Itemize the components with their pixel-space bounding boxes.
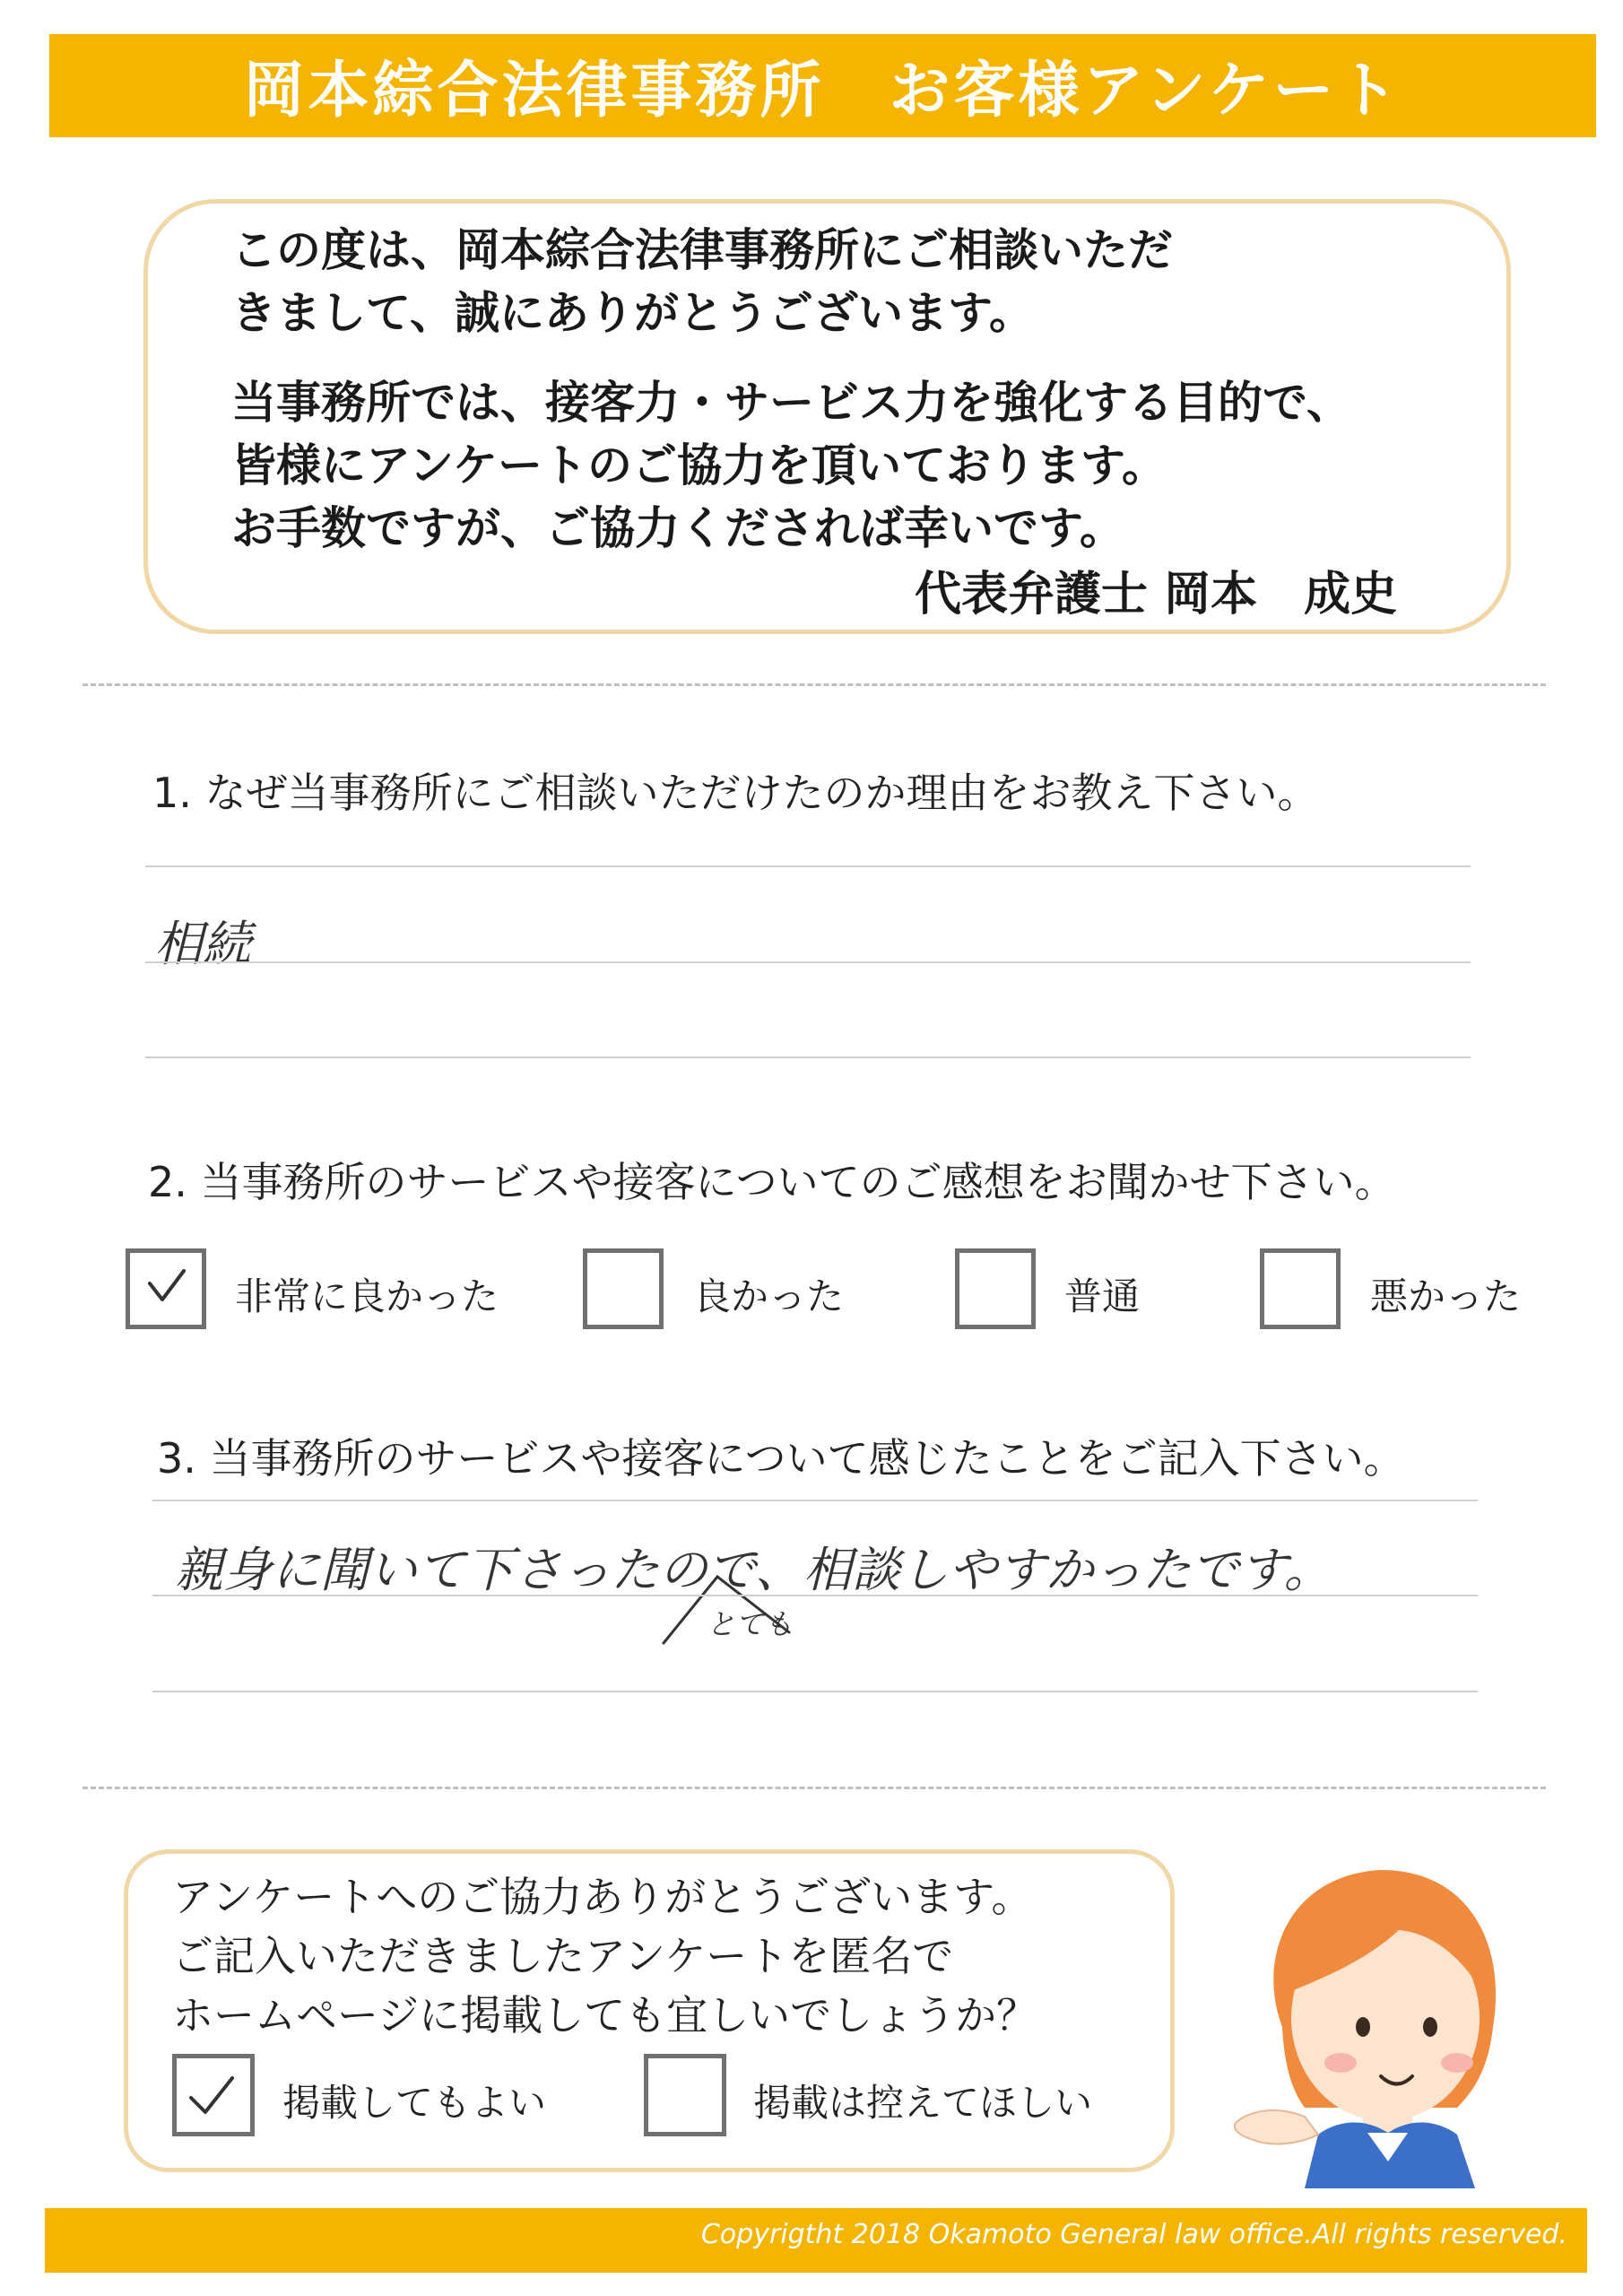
consent-line-3: ホームページに掲載しても宜しいでしょうか？ (172, 1991, 1038, 2039)
divider-bottom (82, 1787, 1546, 1789)
checkbox-very-good[interactable] (126, 1248, 206, 1329)
checkbox-bad[interactable] (1260, 1248, 1341, 1329)
question-1-label: 1. なぜ当事務所にご相談いただけたのか理由をお教え下さい。 (152, 769, 1319, 817)
question-3-answer[interactable]: 親身に聞いて下さったので、相談しやすかったです。 (175, 1542, 1332, 1598)
header-bar (49, 34, 1596, 137)
divider-top (82, 683, 1546, 686)
answer-line (145, 1057, 1471, 1058)
checkbox-good[interactable] (583, 1248, 664, 1329)
answer-line (152, 1500, 1478, 1501)
option-label-normal: 普通 (1064, 1274, 1141, 1318)
intro-line-1: この度は、岡本綜合法律事務所にご相談いただ (231, 224, 1173, 276)
option-label-publish-decline: 掲載は控えてほしい (753, 2081, 1093, 2125)
option-label-bad: 悪かった (1370, 1274, 1522, 1318)
option-label-good: 良かった (693, 1274, 845, 1318)
question-2-label: 2. 当事務所のサービスや接客についてのご感想をお聞かせ下さい。 (148, 1158, 1396, 1206)
checkbox-normal[interactable] (955, 1248, 1036, 1329)
option-label-very-good: 非常に良かった (235, 1274, 499, 1318)
question-1-answer[interactable]: 相続 (154, 916, 251, 972)
option-label-publish-ok: 掲載してもよい (282, 2081, 547, 2125)
consent-line-2: ご記入いただきましたアンケートを匿名で (172, 1932, 954, 1980)
question-3-label: 3. 当事務所のサービスや接客について感じたことをご記入下さい。 (157, 1434, 1405, 1483)
check-mark-icon (130, 1253, 202, 1325)
check-mark-icon (177, 2058, 250, 2132)
answer-line (145, 961, 1471, 963)
intro-line-2: きまして、誠にありがとうございます。 (231, 287, 1034, 339)
answer-line (152, 1595, 1478, 1596)
signature: 代表弁護士 岡本 成史 (915, 568, 1398, 622)
intro-line-3: 当事務所では、接客力・サービス力を強化する目的で、 (231, 377, 1351, 429)
mascot-icon (1219, 1848, 1542, 2188)
intro-line-5: お手数ですが、ご協力くだされば幸いです。 (231, 502, 1124, 554)
consent-line-1: アンケートへのご協力ありがとうございます。 (172, 1873, 1033, 1921)
page-title: 岡本綜合法律事務所 お客様アンケート (243, 56, 1402, 126)
answer-line (145, 865, 1471, 867)
checkbox-publish-ok[interactable] (172, 2054, 255, 2136)
question-3-insertion: とても (707, 1607, 794, 1641)
intro-line-4: 皆様にアンケートのご協力を頂いております。 (231, 439, 1167, 491)
copyright-text: Copyrigtht 2018 Okamoto General law office.All rights reserved. (700, 2219, 1567, 2250)
answer-line (152, 1691, 1478, 1692)
checkbox-publish-decline[interactable] (644, 2054, 726, 2136)
footer-bar (45, 2208, 1587, 2273)
